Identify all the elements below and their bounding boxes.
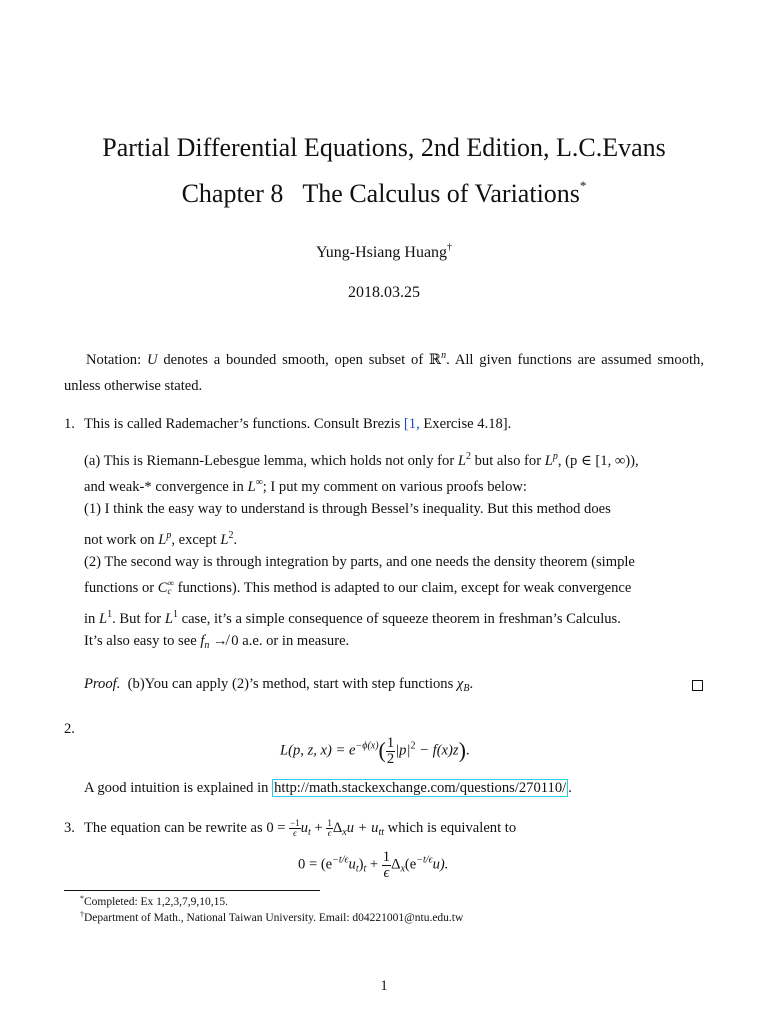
math: 1 xyxy=(382,849,391,865)
math: ϵ xyxy=(293,828,297,839)
text: Exercise 4.18]. xyxy=(419,416,512,432)
text: (a) This is Riemann-Lebesgue lemma, which holds not only for xyxy=(84,453,458,469)
right-paren: ) xyxy=(458,737,466,763)
text: 1 xyxy=(380,978,388,994)
text: The equation can be rewrite as 0 = xyxy=(84,820,290,836)
math: L xyxy=(164,611,173,627)
math: tt xyxy=(378,827,385,838)
text: . xyxy=(233,532,238,548)
text: 1. xyxy=(64,416,75,432)
math: p xyxy=(166,530,172,541)
fraction xyxy=(289,819,301,838)
math: ∞ xyxy=(255,477,263,488)
math: ∞ xyxy=(167,578,174,588)
footnote-mark: † xyxy=(447,242,453,253)
text: not work on xyxy=(84,532,159,548)
notation-paragraph xyxy=(64,343,704,399)
chapter-title xyxy=(0,178,768,209)
footnote-mark: * xyxy=(80,894,84,903)
equation-lagrangian xyxy=(280,736,470,766)
equation-transformed xyxy=(298,850,448,880)
title-line-1: Partial Differential Equations, 2nd Edition, L.C.Evans xyxy=(102,133,666,162)
footnote-2 xyxy=(80,910,463,924)
comment-2-line-4 xyxy=(84,631,349,656)
math: L xyxy=(457,453,466,469)
text: Completed: Ex 1,2,3,7,9,10,15. xyxy=(84,896,229,908)
text: (2) The second way is through integration by parts, and one needs the density theorem (simple xyxy=(84,554,635,570)
qed-square-icon xyxy=(692,680,703,691)
text: It’s also easy to see xyxy=(84,633,201,649)
math: − f(x)z xyxy=(415,742,459,759)
text: functions or xyxy=(84,580,158,596)
math: Δ xyxy=(391,856,401,873)
text: ; I put my comment on various proofs below: xyxy=(262,479,527,495)
math: (e xyxy=(404,856,417,873)
math: x xyxy=(342,827,347,838)
math: 2 xyxy=(465,451,471,462)
math: t xyxy=(355,863,359,875)
comment-2-line-2 xyxy=(84,578,631,598)
math: L xyxy=(99,611,108,627)
fraction xyxy=(382,850,391,880)
math: n xyxy=(441,350,447,361)
math: 1 xyxy=(386,735,395,751)
math: B xyxy=(463,683,470,694)
text: . xyxy=(465,742,470,759)
math: |p| xyxy=(395,742,411,759)
item-3-line xyxy=(84,818,516,843)
citation-link[interactable]: [1, xyxy=(403,416,420,432)
text: , except xyxy=(171,532,221,548)
comment-2-line-3 xyxy=(84,605,621,629)
math: −t/ϵ xyxy=(416,854,433,866)
comment-1-line-1 xyxy=(84,499,611,519)
footnote-mark: † xyxy=(80,910,84,919)
text: Department of Math., National Taiwan University. Email: d04221001@ntu.edu.tw xyxy=(84,912,464,924)
math: Δ xyxy=(332,820,343,836)
math: L xyxy=(544,453,553,469)
math: ϵ xyxy=(383,864,390,881)
text: A good intuition is explained in xyxy=(84,780,273,796)
left-paren: ( xyxy=(378,737,386,763)
math: L xyxy=(220,532,229,548)
text: . xyxy=(568,780,572,796)
math: 2 xyxy=(386,750,395,767)
fraction-half xyxy=(386,736,395,766)
math: L(p, z, x) = e xyxy=(280,742,356,759)
footnote-mark: * xyxy=(579,178,587,193)
text: 3. xyxy=(64,820,75,836)
math: ) xyxy=(358,856,364,873)
math: 2 xyxy=(410,740,416,752)
page-number xyxy=(0,978,768,995)
math: ϵ xyxy=(327,828,332,839)
text: and weak-* convergence in xyxy=(84,479,248,495)
item-1a-line-2 xyxy=(84,473,527,497)
proof-line xyxy=(84,674,473,699)
math: 0 = (e xyxy=(298,856,333,873)
math: U xyxy=(146,352,158,368)
item-2-text xyxy=(84,778,572,798)
math: ℝ xyxy=(429,352,442,368)
text: which is equivalent to xyxy=(384,820,517,836)
text: in xyxy=(84,611,99,627)
author xyxy=(0,242,768,262)
author-name: Yung-Hsiang Huang xyxy=(315,244,448,261)
math: C xyxy=(157,580,168,596)
math: 2 xyxy=(228,530,234,541)
math: u + u xyxy=(346,820,379,836)
text: but also for xyxy=(470,453,545,469)
text: . All given functions are assumed smooth, unless otherwise stated. xyxy=(64,352,704,394)
math: t xyxy=(308,827,311,838)
math: 1 xyxy=(327,818,332,829)
math: −ϕ(x) xyxy=(355,740,379,752)
text: 2. xyxy=(64,721,75,737)
item-1a-line-1 xyxy=(84,447,639,471)
math: u xyxy=(348,856,356,873)
math: u xyxy=(300,820,309,836)
math: f xyxy=(200,633,205,649)
external-link[interactable]: http://math.stackexchange.com/questions/270110/ xyxy=(274,780,567,796)
text: ↛ 0 a.e. or in measure. xyxy=(209,633,350,649)
math: n xyxy=(204,640,210,651)
title-line-2: Chapter 8 The Calculus of Variations xyxy=(181,179,580,208)
date xyxy=(0,284,768,302)
comment-1-line-2 xyxy=(84,526,237,550)
math: c xyxy=(167,586,172,596)
math: 1 xyxy=(172,609,178,620)
math: L xyxy=(158,532,167,548)
item-3-number xyxy=(64,818,75,838)
text: + xyxy=(310,820,327,836)
text: functions). This method is adapted to our claim, except for weak convergence xyxy=(173,580,632,596)
item-1-number xyxy=(64,414,75,434)
comment-2-line-1 xyxy=(84,552,635,572)
text: Notation: xyxy=(86,352,147,368)
footnote-1 xyxy=(80,894,228,908)
math: 1 xyxy=(107,609,113,620)
text: , (p ∈ [1, ∞)), xyxy=(557,453,639,469)
item-1-intro xyxy=(84,414,511,434)
footnote-rule xyxy=(64,890,320,891)
text: This is called Rademacher’s functions. Consult Brezis xyxy=(84,416,404,432)
paper-title xyxy=(0,133,768,163)
text: (1) I think the easy way to understand is through Bessel’s inequality. But this method does xyxy=(84,501,611,517)
math: t xyxy=(363,863,367,875)
proof-label: Proof. xyxy=(84,676,121,692)
math: p xyxy=(552,451,558,462)
text: case, it’s a simple consequence of squeeze theorem in freshman’s Calculus. xyxy=(177,611,621,627)
date-text: 2018.03.25 xyxy=(348,284,420,301)
math: u). xyxy=(432,856,449,873)
math: χ xyxy=(456,676,464,692)
text: + xyxy=(366,856,382,873)
math: L xyxy=(247,479,256,495)
text: (b)You can apply (2)’s method, start with step functions xyxy=(120,676,457,692)
math: −1 xyxy=(290,818,300,829)
text: . xyxy=(469,676,474,692)
text: denotes a bounded smooth, open subset of xyxy=(157,352,430,368)
math: −t/ϵ xyxy=(332,854,349,866)
text: . But for xyxy=(112,611,165,627)
math: x xyxy=(400,863,405,875)
item-2-number xyxy=(64,719,75,739)
